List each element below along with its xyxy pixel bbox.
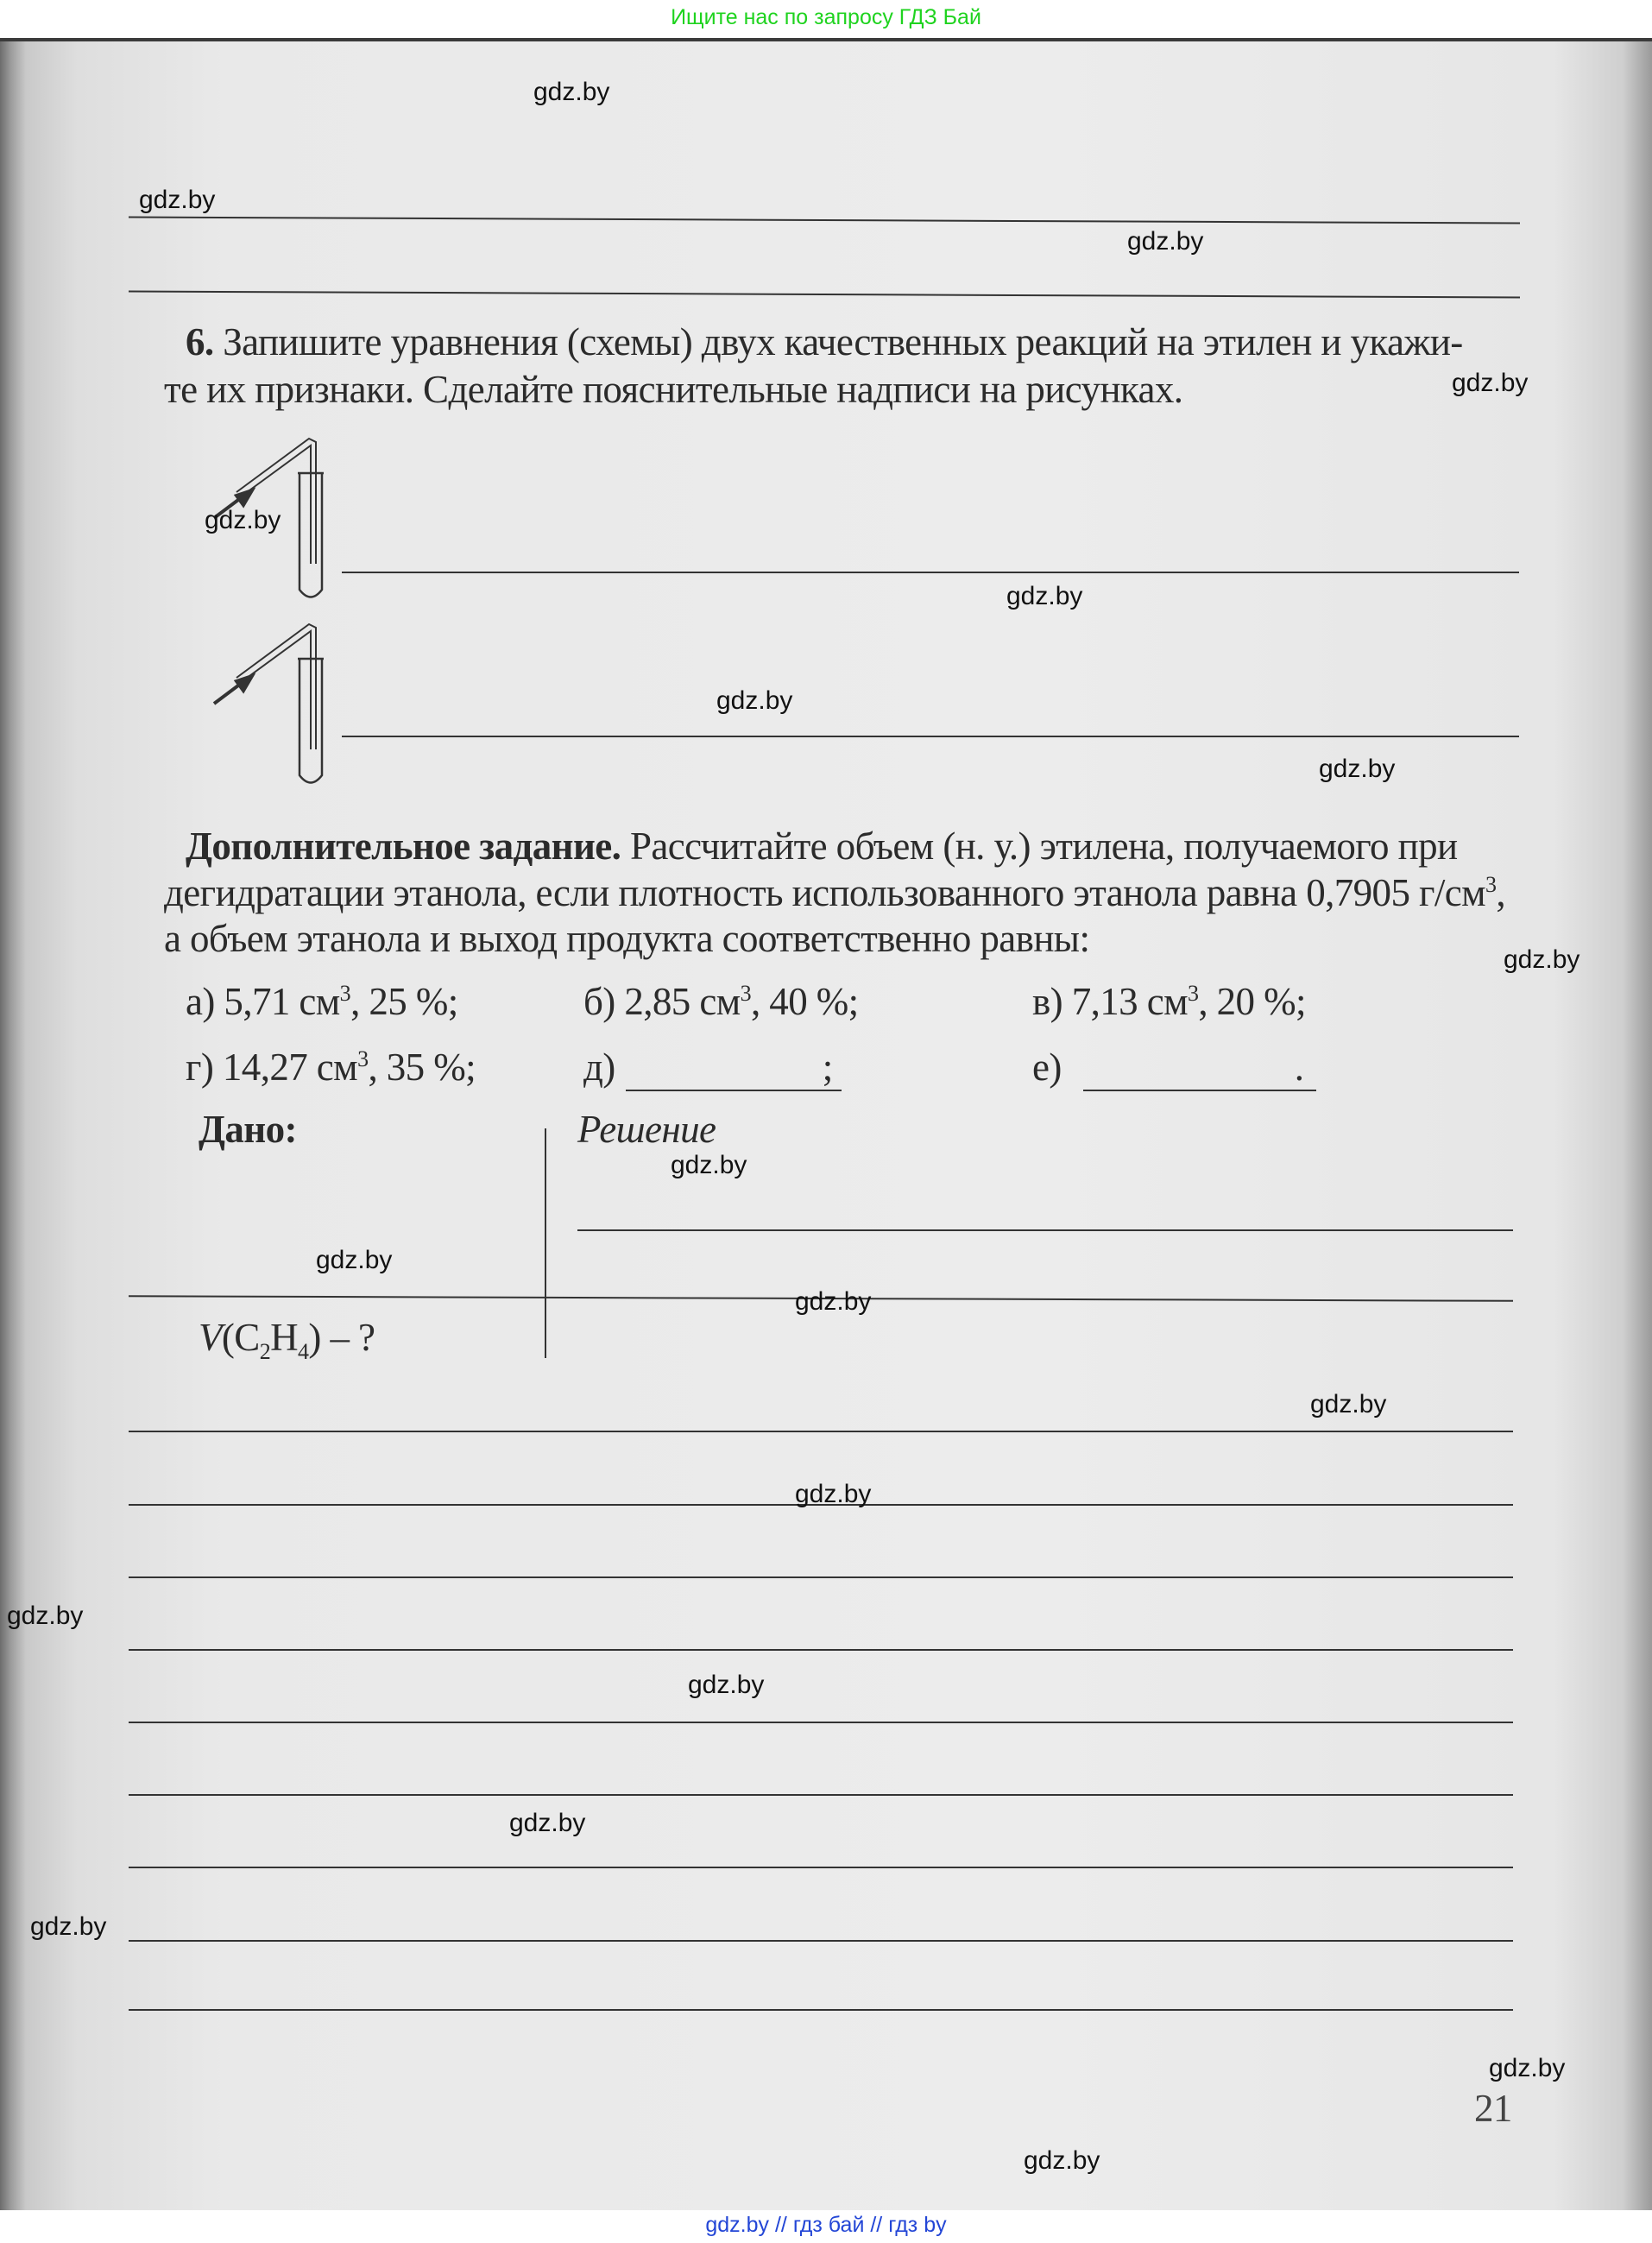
watermark: gdz.by: [205, 506, 281, 534]
subscript: 4: [298, 1339, 309, 1364]
watermark: gdz.by: [688, 1671, 765, 1699]
answer-line: [129, 1940, 1513, 1942]
extra-heading: Дополнительное задание.: [186, 825, 621, 868]
watermark: gdz.by: [1452, 369, 1529, 397]
task6-text-1: Запишите уравнения (схемы) двух качественных реакций на этилен и укажи-: [223, 320, 1463, 363]
answer-line: [129, 1867, 1513, 1868]
top-banner[interactable]: Ищите нас по запросу ГДЗ Бай: [671, 5, 981, 29]
option-label: в): [1032, 980, 1063, 1023]
option-label: б): [583, 980, 615, 1023]
option-v: [1032, 979, 1306, 1024]
find-quantity: [199, 1315, 375, 1364]
superscript: 3: [740, 981, 751, 1006]
answer-line: [129, 290, 1520, 298]
watermark: gdz.by: [795, 1287, 872, 1316]
watermark: gdz.by: [509, 1809, 586, 1837]
answer-line: [129, 1431, 1513, 1432]
answer-line: [129, 216, 1520, 224]
watermark: gdz.by: [139, 186, 216, 214]
option-value: 7,13 см: [1071, 980, 1188, 1023]
option-rest: , 35 %;: [368, 1046, 476, 1089]
watermark: gdz.by: [1310, 1390, 1387, 1418]
option-label: а): [186, 980, 215, 1023]
watermark: gdz.by: [533, 78, 610, 106]
answer-line: [129, 1722, 1513, 1723]
volume-symbol: V: [199, 1316, 222, 1359]
label-line: [342, 572, 1519, 573]
punctuation: .: [1294, 1046, 1304, 1089]
option-value: 5,71 см: [224, 980, 340, 1023]
answer-line: [129, 2009, 1513, 2011]
punctuation: ;: [822, 1046, 833, 1089]
option-value: 2,85 см: [624, 980, 741, 1023]
formula-part: (C: [221, 1316, 260, 1359]
watermark: gdz.by: [7, 1602, 84, 1630]
textbook-page: [0, 38, 1652, 2210]
extra-line3: а объем этанола и выход продукта соответственно равны:: [164, 917, 1090, 960]
option-d: [583, 1045, 833, 1090]
option-a: [186, 979, 458, 1024]
watermark: gdz.by: [1319, 755, 1396, 783]
option-rest: , 25 %;: [350, 980, 458, 1023]
watermark: gdz.by: [795, 1480, 872, 1508]
fill-in-line: [626, 1090, 842, 1091]
test-tube-apparatus-2: [199, 607, 354, 797]
task6-line2: те их признаки. Сделайте пояснительные надписи на рисунках.: [164, 368, 1183, 411]
option-g: [186, 1045, 476, 1090]
page-number: 21: [1474, 2087, 1512, 2130]
watermark: gdz.by: [716, 686, 793, 715]
watermark: gdz.by: [1024, 2146, 1100, 2175]
extra-line1: [186, 824, 1457, 869]
superscript: 3: [339, 981, 351, 1006]
extra-text-2: дегидратации этанола, если плотность использованного этанола равна 0,7905 г/см: [164, 871, 1486, 914]
watermark: gdz.by: [316, 1246, 393, 1274]
extra-line2: [164, 870, 1505, 915]
option-label: г): [186, 1046, 214, 1089]
option-rest: , 20 %;: [1198, 980, 1306, 1023]
formula-part: H: [270, 1316, 299, 1359]
task6-line1: [186, 319, 1463, 364]
option-b: [583, 979, 859, 1024]
superscript: 3: [357, 1046, 369, 1071]
watermark: gdz.by: [1127, 227, 1204, 256]
watermark: gdz.by: [1504, 945, 1580, 974]
answer-line: [577, 1229, 1513, 1231]
arrow-icon: [214, 676, 252, 704]
option-label: д): [583, 1046, 615, 1089]
option-rest: , 40 %;: [751, 980, 859, 1023]
superscript: 3: [1485, 872, 1497, 897]
option-label: е): [1032, 1046, 1062, 1089]
given-label: Дано:: [199, 1108, 297, 1151]
gas-outlet-tube-icon: [236, 439, 316, 564]
answer-line: [129, 1649, 1513, 1651]
given-divider: [545, 1128, 546, 1358]
bottom-banner[interactable]: gdz.by // гдз бай // гдз by: [705, 2213, 947, 2237]
watermark: gdz.by: [1006, 582, 1083, 610]
label-line: [342, 736, 1519, 737]
subscript: 2: [259, 1339, 271, 1364]
watermark: gdz.by: [1489, 2054, 1566, 2082]
answer-line: [129, 1794, 1513, 1796]
answer-line: [129, 1576, 1513, 1578]
punctuation: ,: [1496, 871, 1506, 914]
option-e: [1032, 1045, 1303, 1090]
watermark: gdz.by: [30, 1912, 107, 1941]
extra-text-1: Рассчитайте объем (н. у.) этилена, получаемого при: [629, 825, 1458, 868]
fill-in-line: [1083, 1090, 1316, 1091]
task6-number: 6.: [186, 320, 214, 363]
gas-outlet-tube-icon: [236, 624, 316, 749]
superscript: 3: [1187, 981, 1199, 1006]
option-value: 14,27 см: [222, 1046, 358, 1089]
formula-part: ) – ?: [308, 1316, 375, 1359]
watermark: gdz.by: [671, 1151, 747, 1179]
solution-label: Решение: [577, 1108, 716, 1151]
